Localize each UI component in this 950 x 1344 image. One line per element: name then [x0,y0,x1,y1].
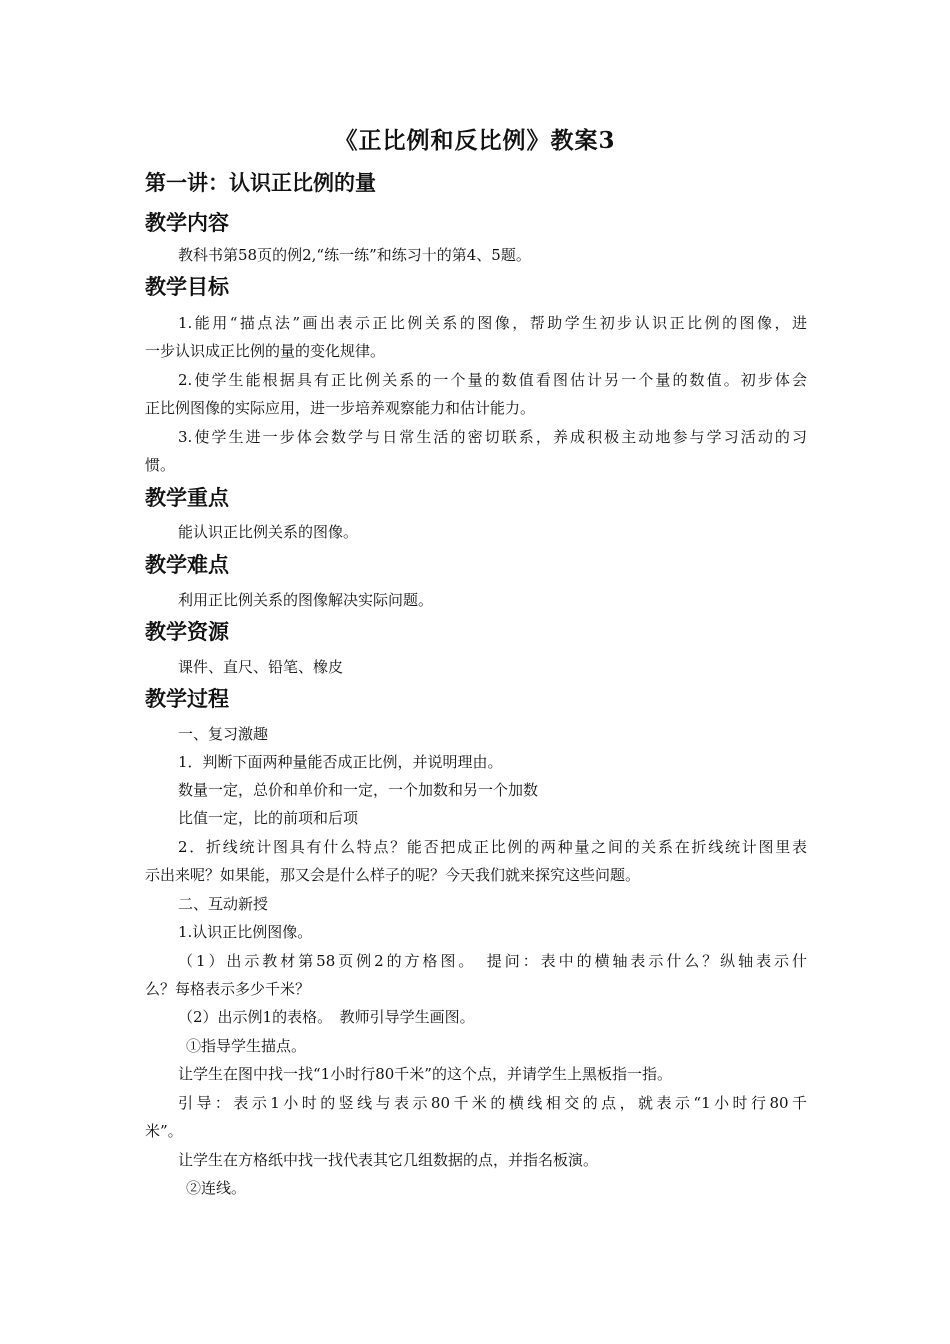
process-line-step-1-2: （2）出示例1的表格。 教师引导学生画图。 [178,1008,475,1026]
difficulty-text: 利用正比例关系的图像解决实际问题。 [178,591,434,609]
resources-text: 课件、直尺、铅笔、橡皮 [178,658,344,676]
section-heading-difficulty: 教学难点 [145,552,229,577]
process-line-step-1: 1.认识正比例图像。 [178,923,313,941]
process-line-find-point: 让学生在图中找一找“1小时行80千米”的这个点，并请学生上黑板指一指。 [178,1065,672,1083]
process-line-question-2-b: 示出来呢？如果能，那又会是什么样子的呢？今天我们就来探究这些问题。 [145,866,641,884]
section-heading-process: 教学过程 [145,686,229,711]
process-line-step-1-1-a: （1）出示教材第58页例2的方格图。 提问：表中的横轴表示什么？纵轴表示什 [178,952,807,970]
process-line-plot-points: ①指导学生描点。 [186,1037,307,1055]
section-heading-content: 教学内容 [145,210,229,235]
document-title: 《正比例和反比例》教案3 [334,127,616,154]
process-line-example-a: 数量一定，总价和单价和一定，一个加数和另一个加数 [178,781,539,799]
process-line-question-2-a: 2．折线统计图具有什么特点？能否把成正比例的两种量之间的关系在折线统计图里表 [178,838,807,856]
process-line-guide-b: 米”。 [145,1122,183,1140]
section-heading-goals: 教学目标 [145,274,229,299]
process-line-review: 一、复习激趣 [178,725,269,743]
process-line-example-b: 比值一定，比的前项和后项 [178,809,359,827]
goal-1-line-1: 1.能用“描点法”画出表示正比例关系的图像，帮助学生初步认识正比例的图像，进 [178,314,807,332]
goal-3-line-2: 惯。 [145,456,176,474]
key-text: 能认识正比例关系的图像。 [178,523,359,541]
content-text: 教科书第58页的例2,“练一练”和练习十的第4、5题。 [178,246,531,264]
process-line-guide-a: 引导：表示1小时的竖线与表示80千米的横线相交的点，就表示“1小时行80千 [178,1094,807,1112]
section-heading-resources: 教学资源 [145,619,229,644]
section-heading-key: 教学重点 [145,485,229,510]
lecture-heading: 第一讲：认识正比例的量 [145,170,376,195]
process-line-find-others: 让学生在方格纸中找一找代表其它几组数据的点，并指名板演。 [178,1151,599,1169]
process-line-new-lesson: 二、互动新授 [178,895,269,913]
goal-2-line-2: 正比例图像的实际应用，进一步培养观察能力和估计能力。 [145,399,536,417]
process-line-connect: ②连线。 [186,1179,247,1197]
goal-3-line-1: 3.使学生进一步体会数学与日常生活的密切联系，养成积极主动地参与学习活动的习 [178,428,807,446]
process-line-step-1-1-b: 么？每格表示多少千米？ [145,980,311,998]
goal-2-line-1: 2.使学生能根据具有正比例关系的一个量的数值看图估计另一个量的数值。初步体会 [178,371,807,389]
goal-1-line-2: 一步认识成正比例的量的变化规律。 [145,342,386,360]
process-line-question-1: 1．判断下面两种量能否成正比例，并说明理由。 [178,753,503,771]
